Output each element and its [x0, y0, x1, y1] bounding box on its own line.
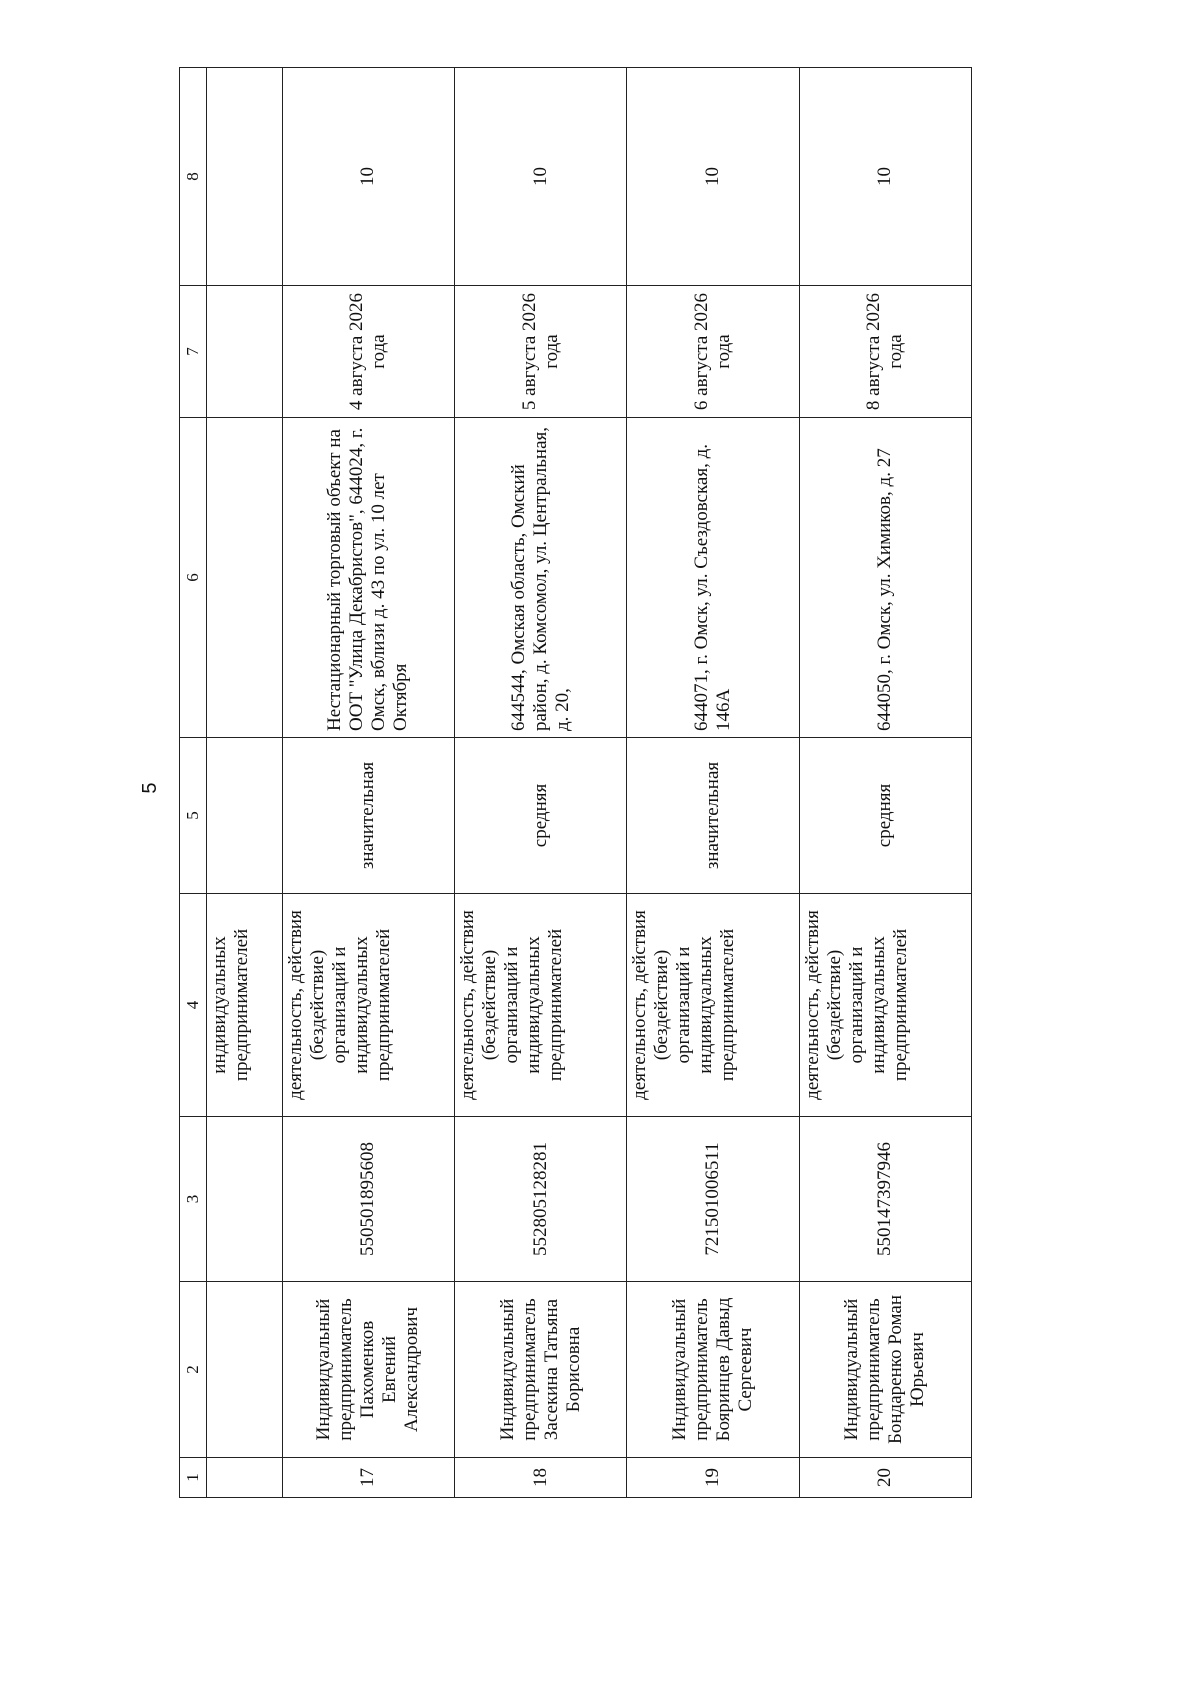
table-row: [282, 68, 454, 1498]
inn: 550501895608: [282, 1117, 454, 1282]
inspection-date: 5 августа 2026 года: [454, 286, 626, 418]
risk-category: значительная: [282, 738, 454, 894]
page-number: 5: [139, 782, 161, 794]
inspection-date: 4 августа 2026 года: [282, 286, 454, 418]
risk-category: средняя: [799, 738, 971, 894]
duration: 10: [454, 68, 626, 286]
control-object: деятельность, действия (бездействие) организаций и индивидуальных предпринимателей: [282, 894, 454, 1117]
inspection-date: 8 августа 2026 года: [799, 286, 971, 418]
address: 644544, Омская область, Омский район, д. Комсомол, ул. Центральная, д. 20,: [454, 418, 626, 738]
row-number: 20: [799, 1458, 971, 1498]
inspection-table-wrapper: [179, 68, 972, 1498]
inn: 721501006511: [627, 1117, 799, 1282]
control-object: деятельность, действия (бездействие) организаций и индивидуальных предпринимателей: [627, 894, 799, 1117]
inspection-table: [179, 67, 972, 1498]
header-cell: 8: [180, 68, 207, 286]
table-row: [627, 68, 799, 1498]
header-cell: 1: [180, 1458, 207, 1498]
address: 644071, г. Омск, ул. Съездовская, д. 146А: [627, 418, 799, 738]
table-row: [454, 68, 626, 1498]
inn: 550147397946: [799, 1117, 971, 1282]
header-cell: 4: [180, 894, 207, 1117]
address: 644050, г. Омск, ул. Химиков, д. 27: [799, 418, 971, 738]
table-row: [799, 68, 971, 1498]
control-object: деятельность, действия (бездействие) организаций и индивидуальных предпринимателей: [799, 894, 971, 1117]
risk-category: значительная: [627, 738, 799, 894]
inspection-date: 6 августа 2026 года: [627, 286, 799, 418]
inn: 552805128281: [454, 1117, 626, 1282]
duration: 10: [799, 68, 971, 286]
duration: 10: [627, 68, 799, 286]
header-cell: 3: [180, 1117, 207, 1282]
address: Нестационарный торговый объект на ООТ "Улица Декабристов", 644024, г. Омск, вблизи д. 43 по ул. 10 лет Октября: [282, 418, 454, 738]
header-cell: 6: [180, 418, 207, 738]
header-cell: 2: [180, 1282, 207, 1458]
row-number: 19: [627, 1458, 799, 1498]
header-cell: 7: [180, 286, 207, 418]
entrepreneur-name: Индивидуальный предприниматель Бондаренко Роман Юрьевич: [799, 1282, 971, 1458]
row-number: 17: [282, 1458, 454, 1498]
row-number: 18: [454, 1458, 626, 1498]
control-object: деятельность, действия (бездействие) организаций и индивидуальных предпринимателей: [454, 894, 626, 1117]
entrepreneur-name: Индивидуальный предприниматель Засекина Татьяна Борисовна: [454, 1282, 626, 1458]
continuation-row: [207, 68, 282, 1498]
risk-category: средняя: [454, 738, 626, 894]
entrepreneur-name: Индивидуальный предприниматель Пахоменков Евгений Александрович: [282, 1282, 454, 1458]
entrepreneur-name: Индивидуальный предприниматель Бояринцев Давыд Сергеевич: [627, 1282, 799, 1458]
table-header-row: [180, 68, 207, 1498]
continuation-object-cell: индивидуальных предпринимателей: [207, 894, 282, 1117]
duration: 10: [282, 68, 454, 286]
header-cell: 5: [180, 738, 207, 894]
